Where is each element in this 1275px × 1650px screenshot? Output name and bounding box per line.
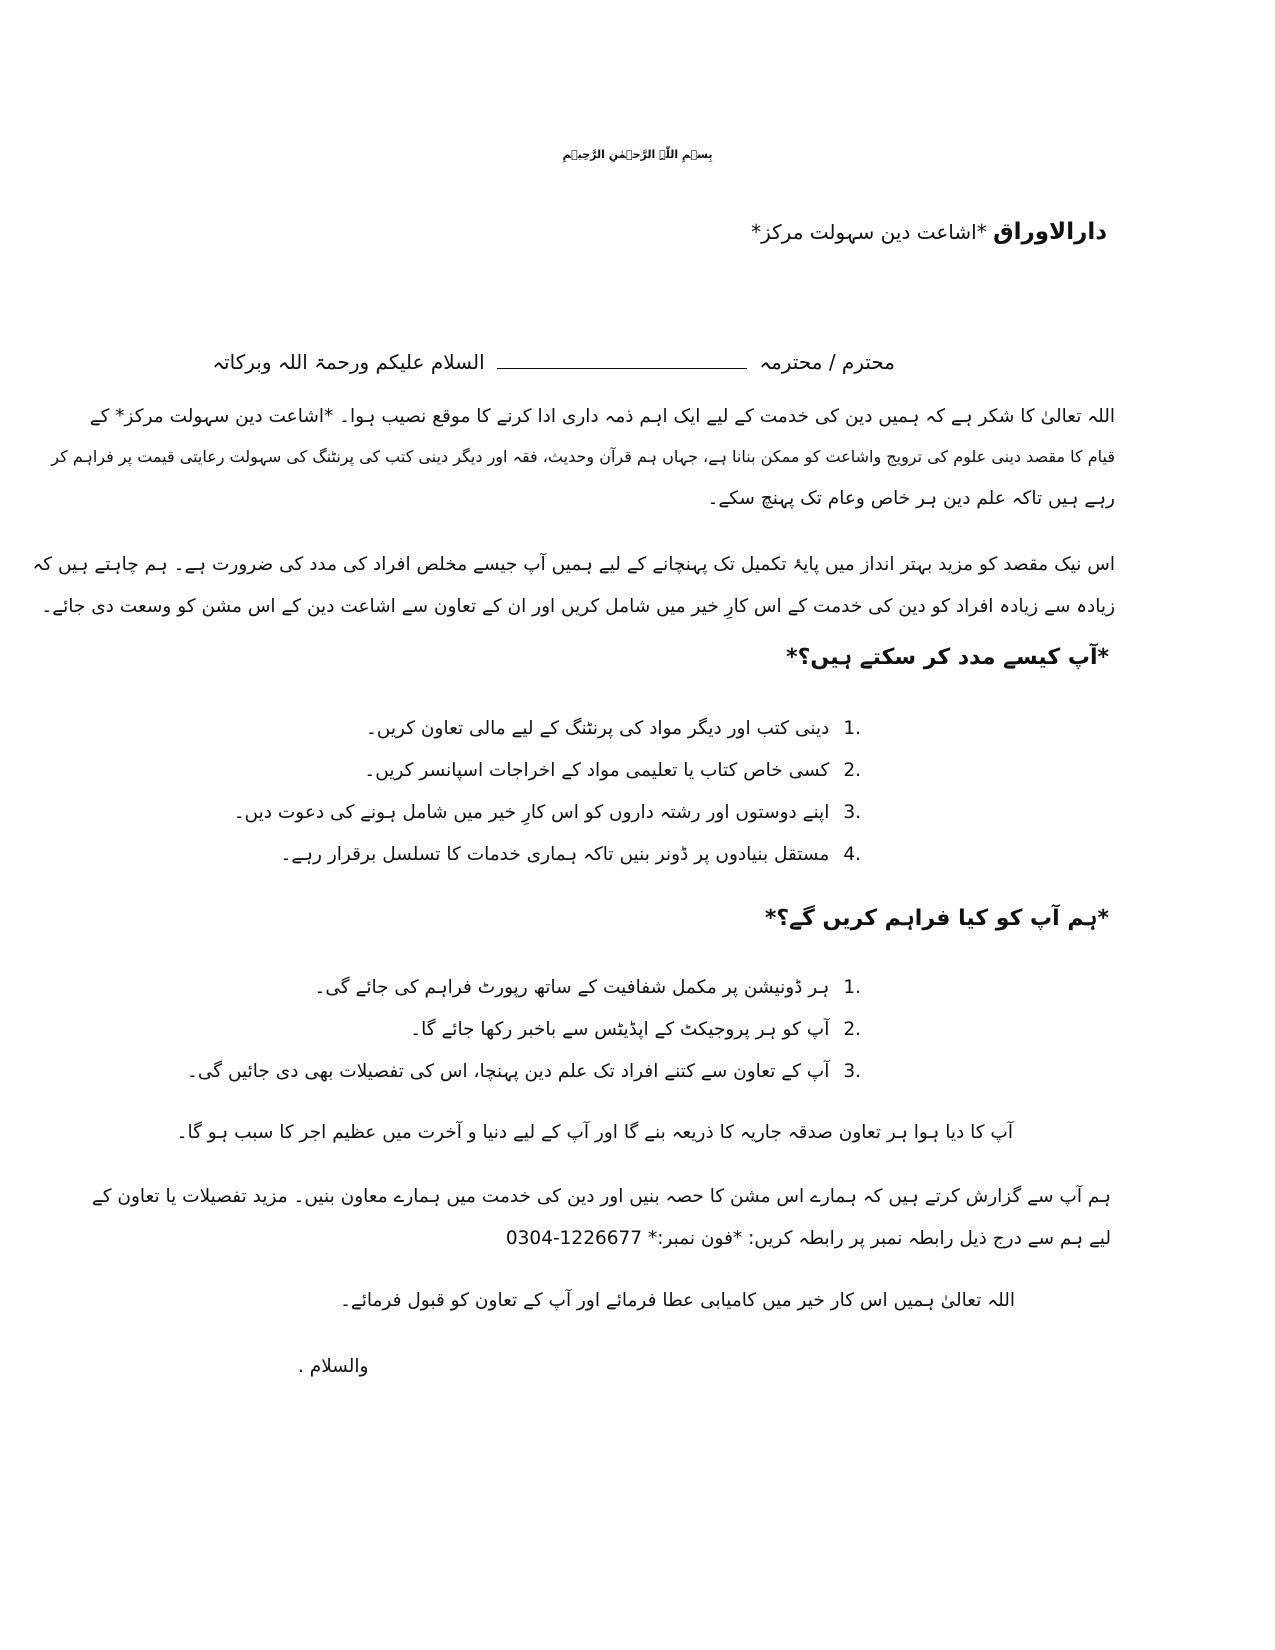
- help-item-3: [234, 802, 861, 824]
- help-item-3-text: اپنے دوستوں اور رشتہ داروں کو اس کارِ خیر میں شامل ہونے کی دعوت دیں۔: [233, 802, 830, 823]
- purpose-line-1: اس نیک مقصد کو مزید بہتر انداز میں پایۂ تکمیل تک پہنچانے کے لیے ہمیں آپ جیسے مخلص افراد کی مدد کی ضرورت ہے۔ ہم چاہتے ہیں کہ: [32, 554, 1115, 575]
- help-item-1: [366, 718, 861, 740]
- help-item-1-number: 1.: [843, 718, 861, 739]
- request-line-2: [506, 1228, 1111, 1250]
- help-section-heading: *آپ کیسے مدد کر سکتے ہیں؟*: [786, 645, 1109, 670]
- greeting-prefix: محترم / محترمہ: [759, 350, 895, 374]
- help-item-1-text: دینی کتب اور دیگر مواد کی پرنٹنگ کے لیے مالی تعاون کریں۔: [365, 718, 830, 739]
- organization-header: [751, 219, 1107, 247]
- reward-line: آپ کا دیا ہوا ہر تعاون صدقہ جاریہ کا ذریعہ بنے گا اور آپ کے لیے دنیا و آخرت میں عظیم اجر کا سبب ہو گا۔: [176, 1122, 1013, 1143]
- provide-item-3: [187, 1061, 861, 1083]
- request-line-1: ہم آپ سے گزارش کرتے ہیں کہ ہمارے اس مشن کا حصہ بنیں اور دین کی خدمت میں ہمارے معاون بنیں۔ مزید تفصیلات یا تعاون کے: [91, 1186, 1111, 1207]
- greeting-salutation: السلام علیکم ورحمۃ اللہ وبرکاتہ: [212, 350, 485, 374]
- intro-line-2: قیام کا مقصد دینی علوم کی ترویج واشاعت کو ممکن بنانا ہے، جہاں ہم قرآن وحدیث، فقہ اور دیگر دینی کتب کی پرنٹنگ کی سہولت رعایتی قیمت پر فراہم کر: [51, 447, 1115, 466]
- purpose-line-2: زیادہ سے زیادہ افراد کو دین کی خدمت کے اس کارِ خیر میں شامل کریں اور ان کے تعاون سے اشاعت دین کے اس مشن کو وسعت دی جائے۔: [41, 596, 1115, 617]
- recipient-name-blank: [497, 350, 747, 369]
- provide-item-1-text: ہر ڈونیشن پر مکمل شفافیت کے ساتھ رپورٹ فراہم کی جائے گی۔: [314, 977, 830, 998]
- organization-name: دارالاوراق: [993, 219, 1107, 245]
- provide-item-1-number: 1.: [843, 977, 861, 998]
- provide-section-heading: *ہم آپ کو کیا فراہم کریں گے؟*: [764, 906, 1109, 931]
- help-item-4-text: مستقل بنیادوں پر ڈونر بنیں تاکہ ہماری خدمات کا تسلسل برقرار رہے۔: [280, 844, 830, 865]
- intro-line-1: اللہ تعالیٰ کا شکر ہے کہ ہمیں دین کی خدمت کے لیے ایک اہم ذمہ داری ادا کرنے کا موقع نصیب ہوا۔ *اشاعت دین سہولت مرکز* کے: [89, 406, 1115, 427]
- greeting-line: [212, 350, 895, 374]
- closing-salutation: والسلام .: [298, 1356, 369, 1377]
- provide-item-2-text: آپ کو ہر پروجیکٹ کے اپڈیٹس سے باخبر رکھا جائے گا۔: [410, 1019, 830, 1040]
- help-item-2-text: کسی خاص کتاب یا تعلیمی مواد کے اخراجات اسپانسر کریں۔: [364, 760, 830, 781]
- provide-item-3-number: 3.: [843, 1061, 861, 1082]
- provide-item-2: [410, 1019, 861, 1041]
- phone-number: 0304-1226677: [505, 1228, 643, 1249]
- help-item-2: [364, 760, 861, 782]
- intro-line-3: رہے ہیں تاکہ علم دین ہر خاص وعام تک پہنچ سکے۔: [707, 488, 1115, 509]
- provide-item-1: [315, 977, 861, 999]
- help-item-3-number: 3.: [843, 802, 861, 823]
- help-item-4: [281, 844, 862, 866]
- provide-item-3-text: آپ کے تعاون سے کتنے افراد تک علم دین پہنچا، اس کی تفصیلات بھی دی جائیں گی۔: [187, 1061, 830, 1082]
- phone-label: *فون نمبر:*: [647, 1228, 743, 1249]
- bismillah-heading: بِسۡمِ اللّٰہِ الرَّحۡمٰنِ الرَّحِیۡمِ: [562, 148, 713, 161]
- provide-item-2-number: 2.: [843, 1019, 861, 1040]
- organization-tagline: *اشاعت دین سہولت مرکز*: [751, 220, 987, 244]
- help-item-4-number: 4.: [843, 844, 861, 865]
- prayer-line: اللہ تعالیٰ ہمیں اس کار خیر میں کامیابی عطا فرمائے اور آپ کے تعاون کو قبول فرمائے۔: [340, 1290, 1015, 1311]
- help-item-2-number: 2.: [843, 760, 861, 781]
- request-line-2-text: لیے ہم سے درج ذیل رابطہ نمبر پر رابطہ کریں:: [748, 1228, 1111, 1249]
